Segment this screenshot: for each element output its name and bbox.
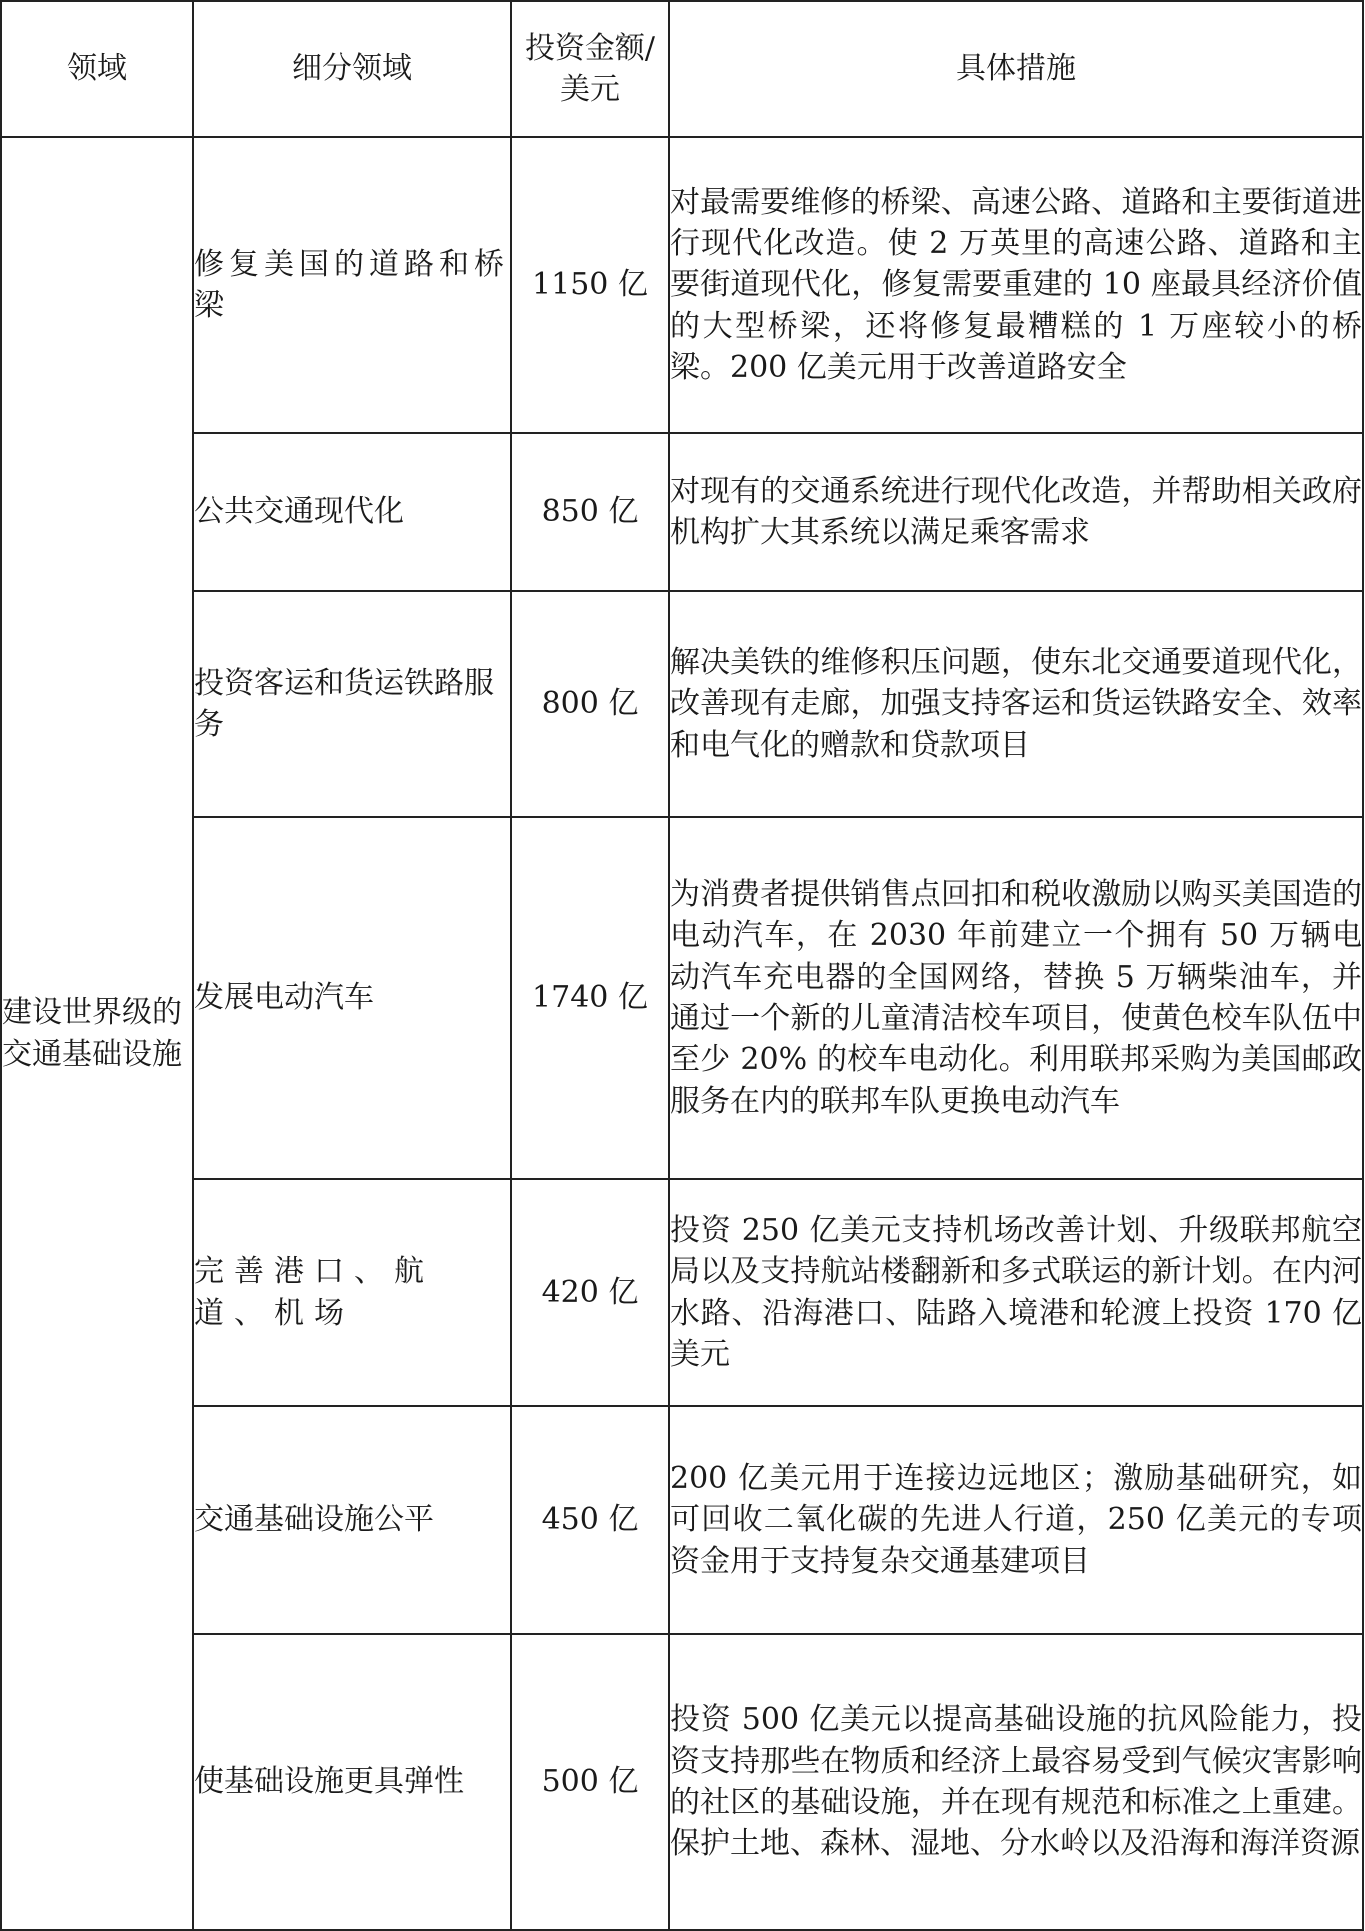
header-domain: 领域: [1, 1, 193, 137]
measures-cell: 对最需要维修的桥梁、高速公路、道路和主要街道进行现代化改造。使 2 万英里的高速公路、道路和主要街道现代化，修复需要重建的 10 座最具经济价值的大型桥梁，还将修复最糟糕的 1 万座较小的桥梁。200 亿美元用于改善道路安全: [669, 137, 1363, 433]
amount-cell: 800 亿: [511, 591, 669, 817]
header-amount: 投资金额/美元: [511, 1, 669, 137]
table-row: [1, 433, 1363, 591]
table-header-row: [1, 1, 1363, 137]
table-row: [1, 817, 1363, 1179]
domain-cell: 建设世界级的交通基础设施: [1, 137, 193, 1930]
amount-cell: 1740 亿: [511, 817, 669, 1179]
subdomain-cell: 修复美国的道路和桥梁: [193, 137, 511, 433]
subdomain-cell: 发展电动汽车: [193, 817, 511, 1179]
subdomain-cell: 投资客运和货运铁路服务: [193, 591, 511, 817]
table-row: [1, 1406, 1363, 1634]
subdomain-cell: 交通基础设施公平: [193, 1406, 511, 1634]
amount-cell: 420 亿: [511, 1179, 669, 1406]
amount-cell: 1150 亿: [511, 137, 669, 433]
subdomain-cell: 使基础设施更具弹性: [193, 1634, 511, 1930]
header-measures: 具体措施: [669, 1, 1363, 137]
table-row: [1, 591, 1363, 817]
measures-cell: 为消费者提供销售点回扣和税收激励以购买美国造的电动汽车，在 2030 年前建立一个拥有 50 万辆电动汽车充电器的全国网络，替换 5 万辆柴油车，并通过一个新的儿童清洁校车项目，使黄色校车队伍中至少 20% 的校车电动化。利用联邦采购为美国邮政服务在内的联邦车队更换电动汽车: [669, 817, 1363, 1179]
measures-cell: 解决美铁的维修积压问题，使东北交通要道现代化，改善现有走廊，加强支持客运和货运铁路安全、效率和电气化的赠款和贷款项目: [669, 591, 1363, 817]
amount-cell: 850 亿: [511, 433, 669, 591]
subdomain-cell: 完善港口、航道、机场: [193, 1179, 511, 1406]
subdomain-cell: 公共交通现代化: [193, 433, 511, 591]
table-row: [1, 1634, 1363, 1930]
measures-cell: 200 亿美元用于连接边远地区；激励基础研究，如可回收二氧化碳的先进人行道，250 亿美元的专项资金用于支持复杂交通基建项目: [669, 1406, 1363, 1634]
table-row: [1, 137, 1363, 433]
measures-cell: 投资 250 亿美元支持机场改善计划、升级联邦航空局以及支持航站楼翻新和多式联运的新计划。在内河水路、沿海港口、陆路入境港和轮渡上投资 170 亿美元: [669, 1179, 1363, 1406]
header-subdomain: 细分领域: [193, 1, 511, 137]
amount-cell: 450 亿: [511, 1406, 669, 1634]
measures-cell: 投资 500 亿美元以提高基础设施的抗风险能力，投资支持那些在物质和经济上最容易受到气候灾害影响的社区的基础设施，并在现有规范和标准之上重建。保护土地、森林、湿地、分水岭以及沿海和海洋资源: [669, 1634, 1363, 1930]
measures-cell: 对现有的交通系统进行现代化改造，并帮助相关政府机构扩大其系统以满足乘客需求: [669, 433, 1363, 591]
amount-cell: 500 亿: [511, 1634, 669, 1930]
table-row: [1, 1179, 1363, 1406]
